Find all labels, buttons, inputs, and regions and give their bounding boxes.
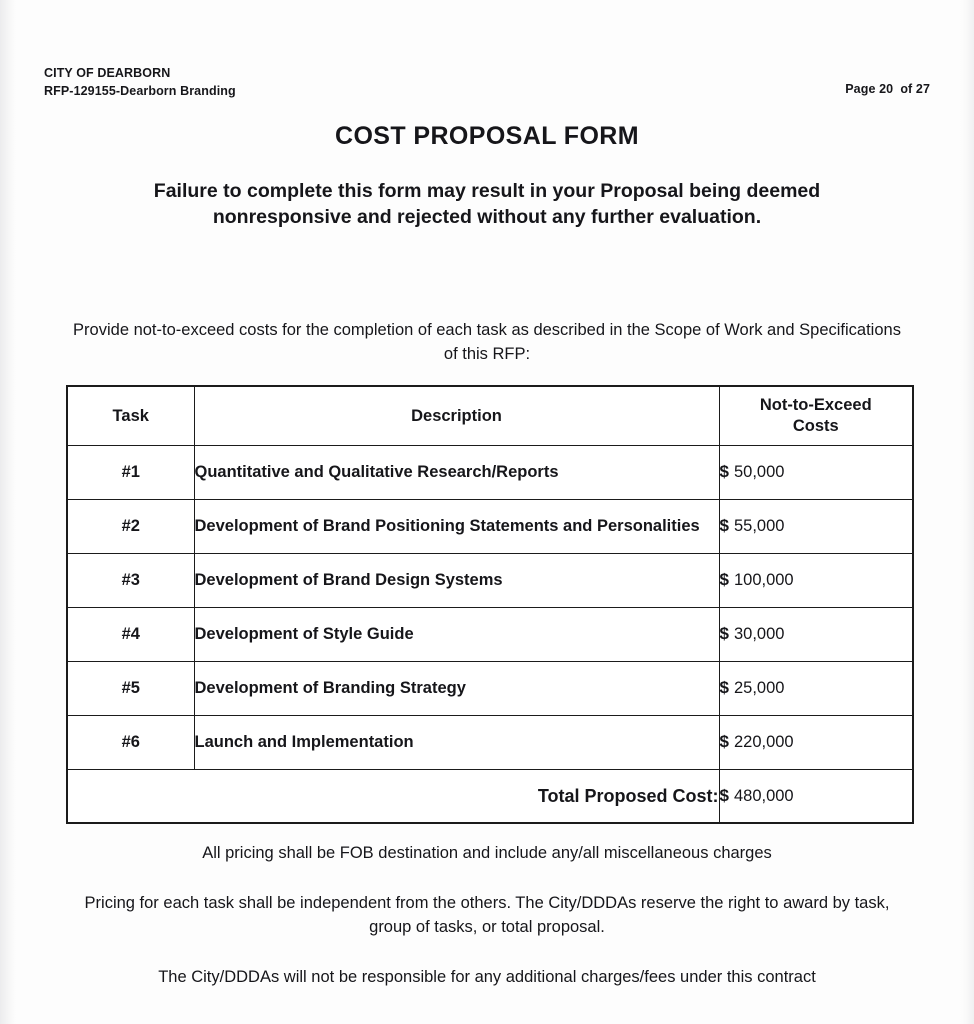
column-header-task: Task — [67, 386, 194, 446]
currency-symbol: $ — [719, 462, 729, 482]
task-description: Development of Brand Design Systems — [194, 553, 719, 607]
currency-symbol: $ — [719, 678, 729, 698]
task-number: #2 — [67, 499, 194, 553]
organization-name: CITY OF DEARBORN — [44, 66, 171, 80]
column-header-description: Description — [194, 386, 719, 446]
warning-notice: Failure to complete this form may result in your Proposal being deemed nonresponsive and rejected without any further evaluation. — [153, 180, 821, 229]
column-header-cost-line1: Not-to-Exceed — [759, 396, 872, 415]
task-description: Quantitative and Qualitative Research/Reports — [194, 445, 719, 499]
table-total-row — [67, 769, 913, 823]
total-label: Total Proposed Cost: — [67, 769, 719, 823]
footnotes — [44, 842, 930, 990]
task-number: #4 — [67, 607, 194, 661]
task-description: Development of Branding Strategy — [194, 661, 719, 715]
task-cost[interactable] — [719, 553, 913, 607]
table-row — [67, 553, 913, 607]
currency-symbol: $ — [719, 516, 729, 536]
task-cost[interactable] — [719, 715, 913, 769]
task-description: Development of Style Guide — [194, 607, 719, 661]
table-body — [67, 445, 913, 823]
cost-amount: 220,000 — [733, 733, 794, 752]
page-number-label: Page 20 of 27 — [845, 82, 930, 96]
currency-symbol: $ — [719, 570, 729, 590]
task-cost[interactable] — [719, 661, 913, 715]
footnote-pricing-fob: All pricing shall be FOB destination and include any/all miscellaneous charges — [202, 844, 772, 863]
table-header — [67, 386, 913, 446]
instruction-text: Provide not-to-exceed costs for the completion of each task as described in the Scope of Work and Specifications of this RFP: — [73, 321, 901, 364]
currency-symbol: $ — [719, 732, 729, 752]
cost-amount: 50,000 — [733, 463, 785, 482]
task-number: #1 — [67, 445, 194, 499]
table-header-row — [67, 386, 913, 446]
task-number: #3 — [67, 553, 194, 607]
task-description: Launch and Implementation — [194, 715, 719, 769]
rfp-identifier: RFP-129155-Dearborn Branding — [44, 84, 236, 99]
cost-amount: 25,000 — [733, 679, 785, 698]
cost-proposal-table — [66, 385, 914, 825]
task-number: #6 — [67, 715, 194, 769]
table-row — [67, 499, 913, 553]
task-cost[interactable] — [719, 445, 913, 499]
task-cost[interactable] — [719, 499, 913, 553]
total-cost[interactable] — [719, 769, 913, 823]
cost-amount: 30,000 — [733, 625, 785, 644]
table-row — [67, 445, 913, 499]
task-description: Development of Brand Positioning Statements and Personalities — [194, 499, 719, 553]
table-row — [67, 715, 913, 769]
footnote-no-additional-charges: The City/DDDAs will not be responsible for any additional charges/fees under this contract — [158, 968, 816, 987]
table-row — [67, 661, 913, 715]
page-title: COST PROPOSAL FORM — [335, 122, 639, 151]
running-header — [44, 0, 930, 100]
task-number: #5 — [67, 661, 194, 715]
table-row — [67, 607, 913, 661]
running-header-left — [44, 64, 236, 100]
cost-amount: 55,000 — [733, 517, 785, 536]
column-header-cost-line2: Costs — [792, 416, 839, 435]
currency-symbol: $ — [719, 786, 729, 806]
task-cost[interactable] — [719, 607, 913, 661]
column-header-cost — [719, 386, 913, 446]
total-amount: 480,000 — [733, 787, 794, 806]
footnote-independent-pricing: Pricing for each task shall be independent from the others. The City/DDDAs reserve the right to award by task, group of tasks, or total proposal. — [84, 894, 890, 937]
cost-amount: 100,000 — [733, 571, 794, 590]
currency-symbol: $ — [719, 624, 729, 644]
